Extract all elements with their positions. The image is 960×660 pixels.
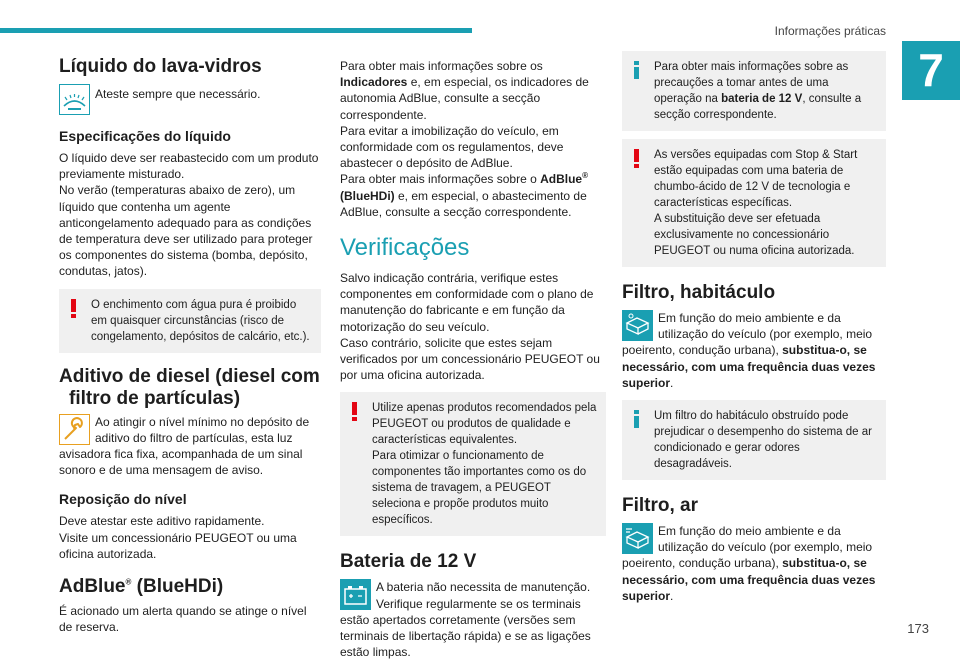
adblue-info-bold-main: AdBlue [540, 172, 583, 187]
adblue-info-text-a: Para obter mais informações sobre o [340, 172, 541, 187]
adblue-text: É acionado um alerta quando se atinge o nível de reserva. [59, 604, 307, 635]
diesel-additive-title-line2: filtro de partículas) [69, 387, 241, 409]
cabin-filter-text-c: . [670, 375, 674, 390]
stop-start-warning-text: As versões equipadas com Stop & Start estão equipadas com uma bateria de chumbo-ácido de 12 V de tecnologia e características específicas. A substituição deve ser efetuada exclusivamente no concessionário PEUGEOT ou numa oficina autorizada. [654, 149, 858, 257]
level-reset-title: Reposição do nível [59, 491, 187, 508]
battery-text: A bateria não necessita de manutenção. Verifique regularmente se os terminais estão apertados corretamente (versões sem terminais de libertação rápida) e se as ligações estão limpas. [340, 580, 591, 660]
battery-maintenance-icon [340, 579, 371, 610]
air-filter-title: Filtro, ar [622, 495, 699, 517]
battery-info-text [654, 59, 878, 123]
adblue-info-text-d: e, em especial, o abastecimento de AdBlue, consulte a secção correspondente. [340, 188, 587, 219]
column-2 [340, 46, 606, 660]
battery-block [340, 579, 606, 660]
battery-info-text-a: Para obter mais informações sobre as precauções a tomar antes de uma operação na [654, 61, 849, 105]
immobilisation-paragraph: Para evitar a imobilização do veículo, em conformidade com os regulamentos, deve abastecer o depósito de AdBlue. [340, 123, 564, 171]
air-filter-text-a: Em função do meio ambiente e da utilização do veículo (por exemplo, meio poeirento, condução urbana), [622, 524, 873, 571]
chapter-tab [902, 41, 960, 100]
cabin-filter-title: Filtro, habitáculo [622, 282, 776, 303]
warning-icon [352, 402, 357, 420]
chapter-number: 7 [918, 44, 944, 96]
air-filter-bold: substitua-o, se necessário, com uma frequência duas vezes superior [622, 556, 876, 603]
battery-title: Bateria de 12 V [340, 551, 477, 573]
air-filter-text-c: . [670, 588, 674, 603]
column-3 [622, 46, 886, 604]
cabin-filter-info-text: Um filtro do habitáculo obstruído pode prejudicar o desempenho do sistema de ar condicionado e gerar odores desagradáveis. [654, 410, 872, 471]
indicators-text-a: Para obter mais informações sobre os [340, 59, 543, 73]
info-icon [634, 61, 639, 79]
adblue-title-sup: ® [125, 577, 132, 587]
diesel-additive-title-line1: Aditivo de diesel (diesel com [59, 365, 320, 387]
stop-start-warning-box [622, 139, 886, 267]
washer-fluid-text: Ateste sempre que necessário. [95, 87, 261, 101]
section-title: Informações práticas [774, 24, 886, 38]
level-reset-text: Deve atestar este aditivo rapidamente. Visite um concessionário PEUGEOT ou uma oficina autorizada. [59, 514, 297, 561]
adblue-title-main: AdBlue [59, 576, 126, 598]
fluid-spec-text: O líquido deve ser reabastecido com um produto previamente misturado. No verão (temperaturas abaixo de zero), um líquido que contenha um agente anticongelamento adequado para as condições de temperatura deve ser utilizado para proteger os componentes do sistema (bomba, depósito, condutas, jatos). [59, 151, 319, 279]
air-filter-text [622, 523, 886, 604]
cabin-filter-text-a: Em função do meio ambiente e da utilização do veículo (por exemplo, meio poeirento, condução urbana), [622, 311, 873, 358]
checks-text: Salvo indicação contrária, verifique estes componentes em conformidade com o plano de manutenção do fabricante e em função da motorização do seu veículo. Caso contrário, solicite que estes sejam verificados por um concessionário PEUGEOT ou por uma oficina autorizada. [340, 271, 600, 383]
info-inner [630, 59, 878, 123]
cabin-filter-info-box [622, 400, 886, 480]
warning-inner [348, 400, 598, 528]
warning-icon [71, 299, 76, 317]
info-inner [630, 408, 878, 472]
battery-info-box [622, 51, 886, 131]
water-warning-box [59, 289, 321, 353]
checks-title: Verificações [340, 234, 470, 262]
column-1 [59, 46, 321, 635]
washer-fluid-title: Líquido do lava-vidros [59, 56, 262, 77]
adblue-title-rest: (BlueHDi) [131, 576, 224, 598]
wrench-icon [59, 414, 90, 445]
products-warning-text: Utilize apenas produtos recomendados pela PEUGEOT ou produtos de qualidade e características equivalentes. Para otimizar o funcionamento de componentes tão importantes como os do sistema de travagem, a PEUGEOT seleciona e propõe produtos muito específicos. [372, 402, 597, 527]
battery-info-text-c: , consulte a secção correspondente. [654, 93, 862, 121]
water-warning-text: O enchimento com água pura é proibido em quaisquer circunstâncias (risco de congelamento, depósitos de calcário, etc.). [91, 298, 310, 343]
indicators-paragraph [340, 58, 606, 123]
windscreen-washer-icon [59, 84, 90, 115]
air-filter-icon [622, 523, 653, 554]
adblue-info-bold-rest: (BlueHDi) [340, 188, 395, 203]
cabin-filter-block [622, 310, 886, 391]
air-filter-block [622, 523, 886, 604]
adblue-info-paragraph [340, 171, 606, 220]
fluid-spec-title: Especificações do líquido [59, 128, 231, 144]
indicators-bold: Indicadores [340, 75, 408, 90]
warning-inner [67, 297, 313, 345]
battery-info-bold: bateria de 12 V [721, 93, 803, 105]
cabin-filter-text [622, 310, 886, 391]
warning-icon [634, 149, 639, 167]
page-number: 173 [907, 621, 929, 636]
products-warning-box [340, 392, 606, 536]
cabin-filter-icon [622, 310, 653, 341]
diesel-additive-block [59, 414, 321, 479]
warning-inner [630, 147, 878, 259]
adblue-title [59, 576, 321, 598]
info-icon [634, 410, 639, 428]
indicators-text-c: e, em especial, os indicadores de autonomia AdBlue, consulte a secção correspondente. [340, 75, 589, 122]
washer-fluid-block [59, 84, 321, 115]
header-accent-bar [0, 28, 472, 33]
adblue-info-sup: ® [582, 171, 588, 181]
diesel-additive-text: Ao atingir o nível mínimo no depósito de aditivo do filtro de partículas, esta luz avisadora fica fixa, acompanhada de um sinal sonoro e de uma mensagem de aviso. [59, 414, 310, 478]
cabin-filter-bold: substitua-o, se necessário, com uma frequência duas vezes superior [622, 343, 876, 390]
